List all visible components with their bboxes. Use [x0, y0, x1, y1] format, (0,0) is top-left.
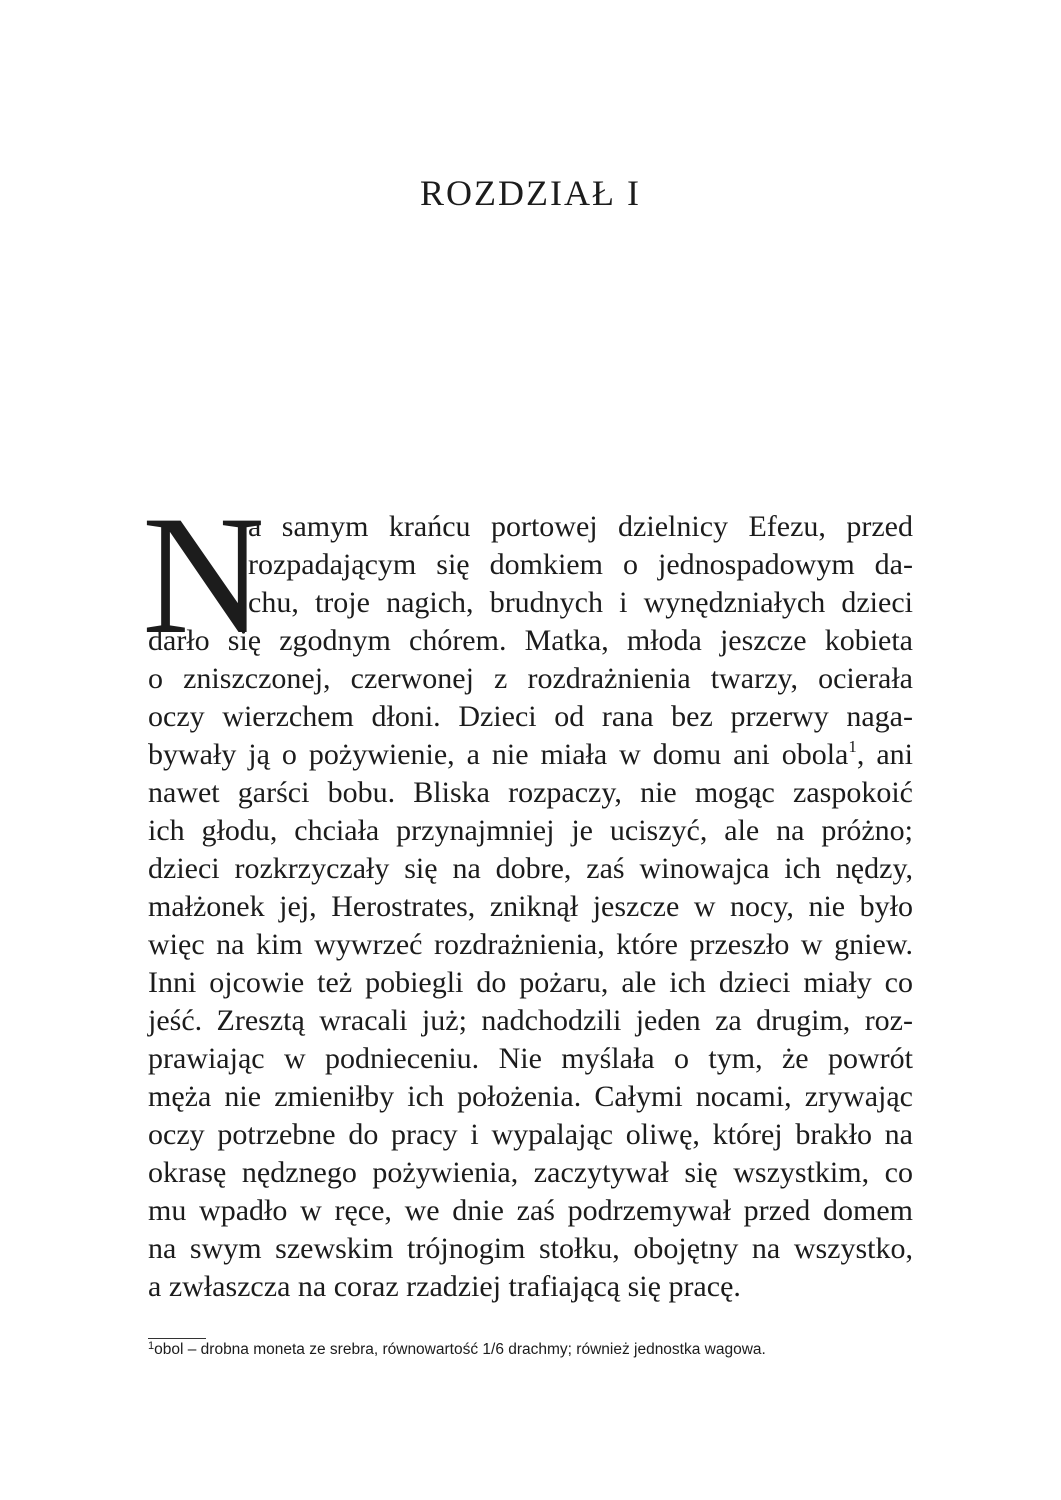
footnote-divider [148, 1338, 206, 1339]
footnote-reference[interactable]: 1 [848, 737, 857, 756]
text-line: jeść. Zresztą wracali już; nadchodzili jeden za drugim, roz- [148, 1004, 913, 1037]
text-line: nawet garści bobu. Bliska rozpaczy, nie mogąc zaspokoić [148, 776, 913, 809]
text-line-with-footnote-ref [148, 736, 913, 774]
text-line: prawiając w podnieceniu. Nie myślała o tym, że powrót [148, 1042, 913, 1075]
text-line: mu wpadło w ręce, we dnie zaś podrzemywał przed domem [148, 1194, 913, 1227]
text-line: małżonek jej, Herostrates, zniknął jeszcze w nocy, nie było [148, 890, 913, 923]
text-line: Inni ojcowie też pobiegli do pożaru, ale ich dzieci miały co [148, 966, 913, 999]
drop-cap: N [142, 481, 265, 669]
footnote-text: obol – drobna moneta ze srebra, równowartość 1/6 drachmy; również jednostka wagowa. [154, 1341, 766, 1358]
text-line: oczy potrzebne do pracy i wypalając oliwę, której brakło na [148, 1118, 913, 1151]
footnote [148, 1340, 766, 1360]
text-line: okrasę nędznego pożywienia, zaczytywał się wszystkim, co [148, 1156, 913, 1189]
text-line: rozpadającym się domkiem o jednospadowym da- [248, 548, 913, 581]
text-line: męża nie zmieniłby ich położenia. Całymi nocami, zrywając [148, 1080, 913, 1113]
text-line: oczy wierzchem dłoni. Dzieci od rana bez przerwy naga- [148, 700, 913, 733]
text-line-segment: , ani [856, 738, 913, 771]
text-line: chu, troje nagich, brudnych i wynędzniałych dzieci [248, 586, 913, 619]
text-line: ich głodu, chciała przynajmniej je uciszyć, ale na próżno; [148, 814, 913, 847]
text-line: dzieci rozkrzyczały się na dobre, zaś winowajca ich nędzy, [148, 852, 913, 885]
chapter-title: ROZDZIAŁ I [420, 173, 641, 213]
text-line-segment: bywały ją o pożywienie, a nie miała w domu ani obola [148, 738, 849, 771]
text-line: a samym krańcu portowej dzielnicy Efezu, przed [248, 510, 913, 543]
text-line: darło się zgodnym chórem. Matka, młoda jeszcze kobieta [148, 624, 913, 657]
text-line: więc na kim wywrzeć rozdrażnienia, które przeszło w gniew. [148, 928, 913, 961]
text-line: o zniszczonej, czerwonej z rozdrażnienia twarzy, ocierała [148, 662, 913, 695]
text-line-last: a zwłaszcza na coraz rzadziej trafiającą się pracę. [148, 1270, 741, 1303]
footnote-number: 1 [148, 1340, 155, 1352]
text-line: na swym szewskim trójnogim stołku, obojętny na wszystko, [148, 1232, 913, 1265]
